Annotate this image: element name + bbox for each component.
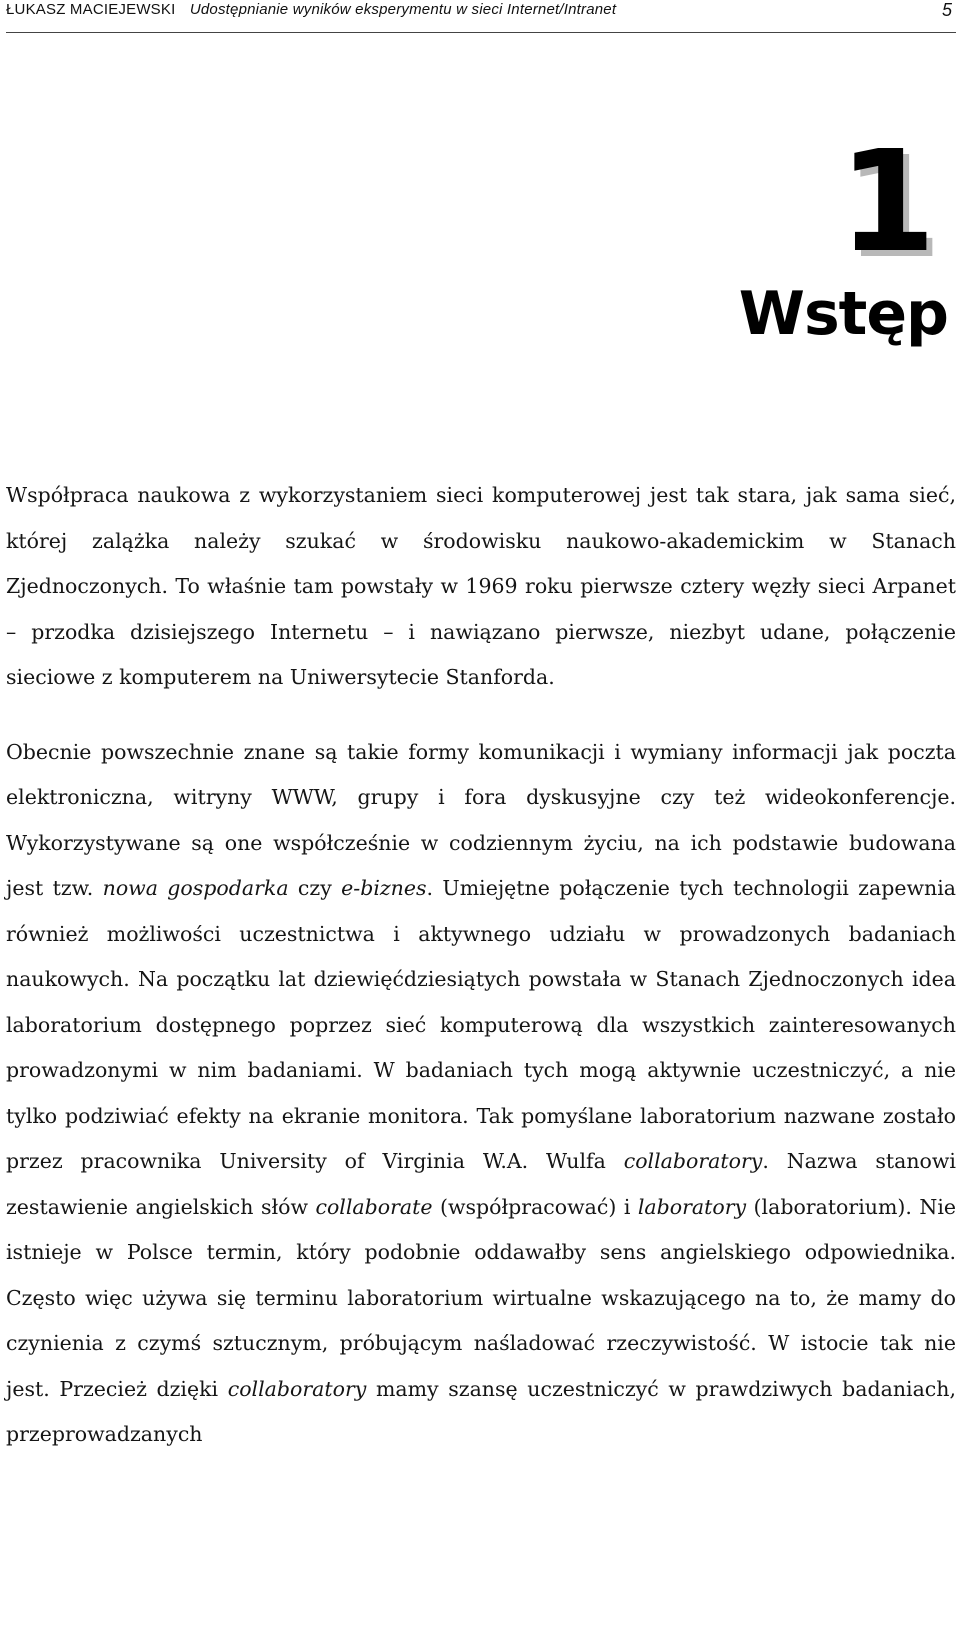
text-run: . Nazwa stanowi zestawienie angielskich słów <box>6 1149 956 1219</box>
text-run: Obecnie powszechnie znane są takie formy komunikacji i wymiany informacji jak poczta elektroniczna, witryny WWW, grupy i fora dyskusyjne czy też wideokonferencje. Wykorzystywane są one współcześnie w codziennym życiu, na ich podstawie budowana jest tzw. <box>6 739 956 900</box>
header-title: Udostępnianie wyników eksperymentu w sieci Internet/Intranet <box>189 1 617 18</box>
chapter-number: 1 <box>838 121 930 284</box>
emphasis-term: collaborate <box>315 1194 433 1219</box>
emphasis-term: e-biznes <box>341 876 427 900</box>
paragraph-1 <box>6 473 956 701</box>
emphasis-term: collaboratory <box>623 1149 763 1173</box>
text-run: czy <box>288 876 342 900</box>
page-number: 5 <box>941 0 952 20</box>
paragraph-2 <box>6 730 956 1458</box>
text-run: (laboratorium). Nie istnieje w Polsce termin, który podobnie oddawałby sens angielskiego odpowiednika. Często więc używa się terminu laboratorium wirtualne wskazującego na to, że mamy do czynienia z czymś sztucznym, próbującym naśladować rzeczywistość. W istocie tak nie jest. Przecież dzięki <box>6 1194 957 1401</box>
document-page <box>6 0 956 1649</box>
text-run: . Umiejętne połączenie tych technologii zapewnia również możliwości uczestnictwa i aktywnego udziału w prowadzonych badaniach naukowych. Na początku lat dziewięćdziesiątych powstała w Stanach Zjednoczonych idea laboratorium dostępnego poprzez sieć komputerową dla wszystkich zainteresowanych prowadzonymi w nim badaniami. W badaniach tych mogą aktywnie uczestniczyć, a nie tylko podziwiać efekty na ekranie monitora. Tak pomyślane laboratorium nazwane zostało przez pracownika University of Virginia W.A. Wulfa <box>6 876 956 1173</box>
emphasis-term: collaboratory <box>227 1376 367 1401</box>
text-run: Współpraca naukowa z wykorzystaniem sieci komputerowej jest tak stara, jak sama sieć, której zalążka należy szukać w środowisku naukowo-akademickim w Stanach Zjednoczonych. To właśnie tam powstały w 1969 roku pierwsze cztery węzły sieci Arpanet – przodka dzisiejszego Internetu – i nawiązano pierwsze, niezbyt udane, połączenie sieciowe z komputerem na Uniwersytecie Stanforda. <box>6 483 956 689</box>
running-header <box>6 0 956 33</box>
text-run: (współpracować) i <box>432 1194 638 1219</box>
header-author: ŁUKASZ MACIEJEWSKI <box>6 1 176 18</box>
chapter-title: Wstęp <box>738 279 948 349</box>
emphasis-term: laboratory <box>637 1194 747 1219</box>
text-run: mamy szansę uczestniczyć w prawdziwych badaniach, przeprowadzanych <box>6 1376 956 1446</box>
body-text <box>6 473 956 1487</box>
emphasis-term: nowa gospodarka <box>102 876 289 900</box>
